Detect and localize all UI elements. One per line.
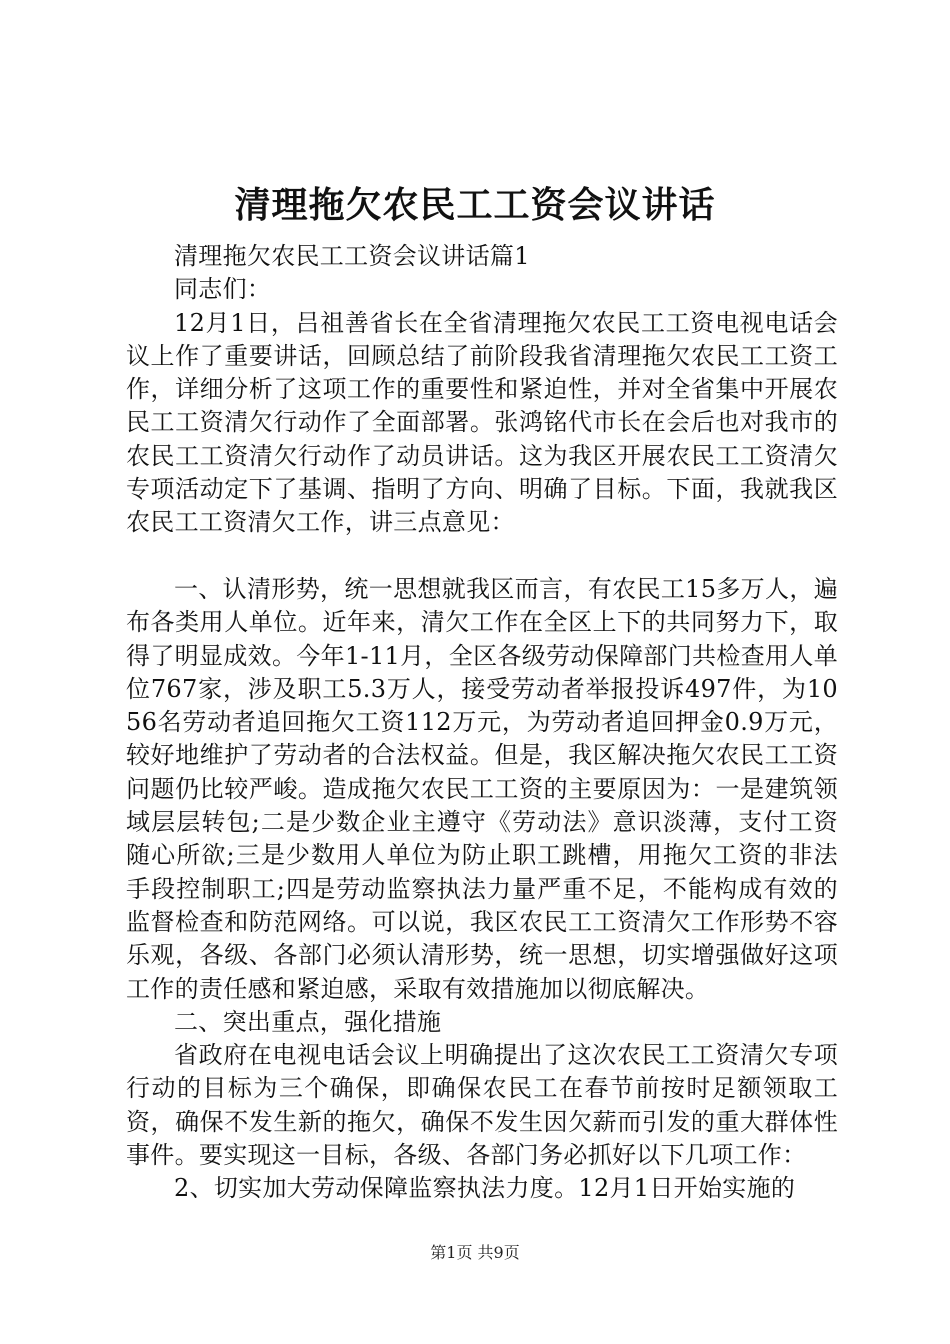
document-title: 清理拖欠农民工工资会议讲话 <box>234 184 716 226</box>
paragraph-salutation: 同志们： <box>174 275 272 304</box>
paragraph-blank <box>126 540 838 573</box>
paragraph-section-two-body: 省政府在电视电话会议上明确提出了这次农民工工资清欠专项行动的目标为三个确保，即确保农民工在春节前按时足额领取工资，确保不发生新的拖欠，确保不发生因欠薪而引发的重大群体性事件。要实现这一目标，各级、各部门务必抓好以下几项工作： <box>126 1041 838 1170</box>
document-body <box>126 240 838 1206</box>
paragraph-section-one: 一、认清形势，统一思想就我区而言，有农民工15多万人，遍布各类用人单位。近年来，清欠工作在全区上下的共同努力下，取得了明显成效。今年1-11月，全区各级劳动保障部门共检查用人单位767家，涉及职工5.3万人，接受劳动者举报投诉497件，为1056名劳动者追回拖欠工资112万元，为劳动者追回押金0.9万元，较好地维护了劳动者的合法权益。但是，我区解决拖欠农民工工资问题仍比较严峻。造成拖欠农民工工资的主要原因为：一是建筑领域层层转包;二是少数企业主遵守《劳动法》意识淡薄，支付工资随心所欲;三是少数用人单位为防止职工跳槽，用拖欠工资的非法手段控制职工;四是劳动监察执法力量严重不足，不能构成有效的监督检查和防范网络。可以说，我区农民工工资清欠工作形势不容乐观，各级、各部门必须认清形势，统一思想，切实增强做好这项工作的责任感和紧迫感，采取有效措施加以彻底解决。 <box>126 574 838 1003</box>
paragraph-intro: 12月1日，吕祖善省长在全省清理拖欠农民工工资电视电话会议上作了重要讲话，回顾总结了前阶段我省清理拖欠农民工工资工作，详细分析了这项工作的重要性和紧迫性，并对全省集中开展农民工工资清欠行动作了全面部署。张鸿铭代市长在会后也对我市的农民工工资清欠行动作了动员讲话。这为我区开展农民工工资清欠专项活动定下了基调、指明了方向、明确了目标。下面，我就我区农民工工资清欠工作，讲三点意见： <box>126 308 838 537</box>
paragraph-section-two-heading: 二、突出重点，强化措施 <box>174 1007 442 1036</box>
page-footer: 第1页 共9页 <box>430 1243 520 1262</box>
paragraph-subtitle: 清理拖欠农民工工资会议讲话篇1 <box>174 242 530 270</box>
paragraph-item-two: 2、切实加大劳动保障监察执法力度。12月1日开始实施的 <box>174 1174 796 1203</box>
